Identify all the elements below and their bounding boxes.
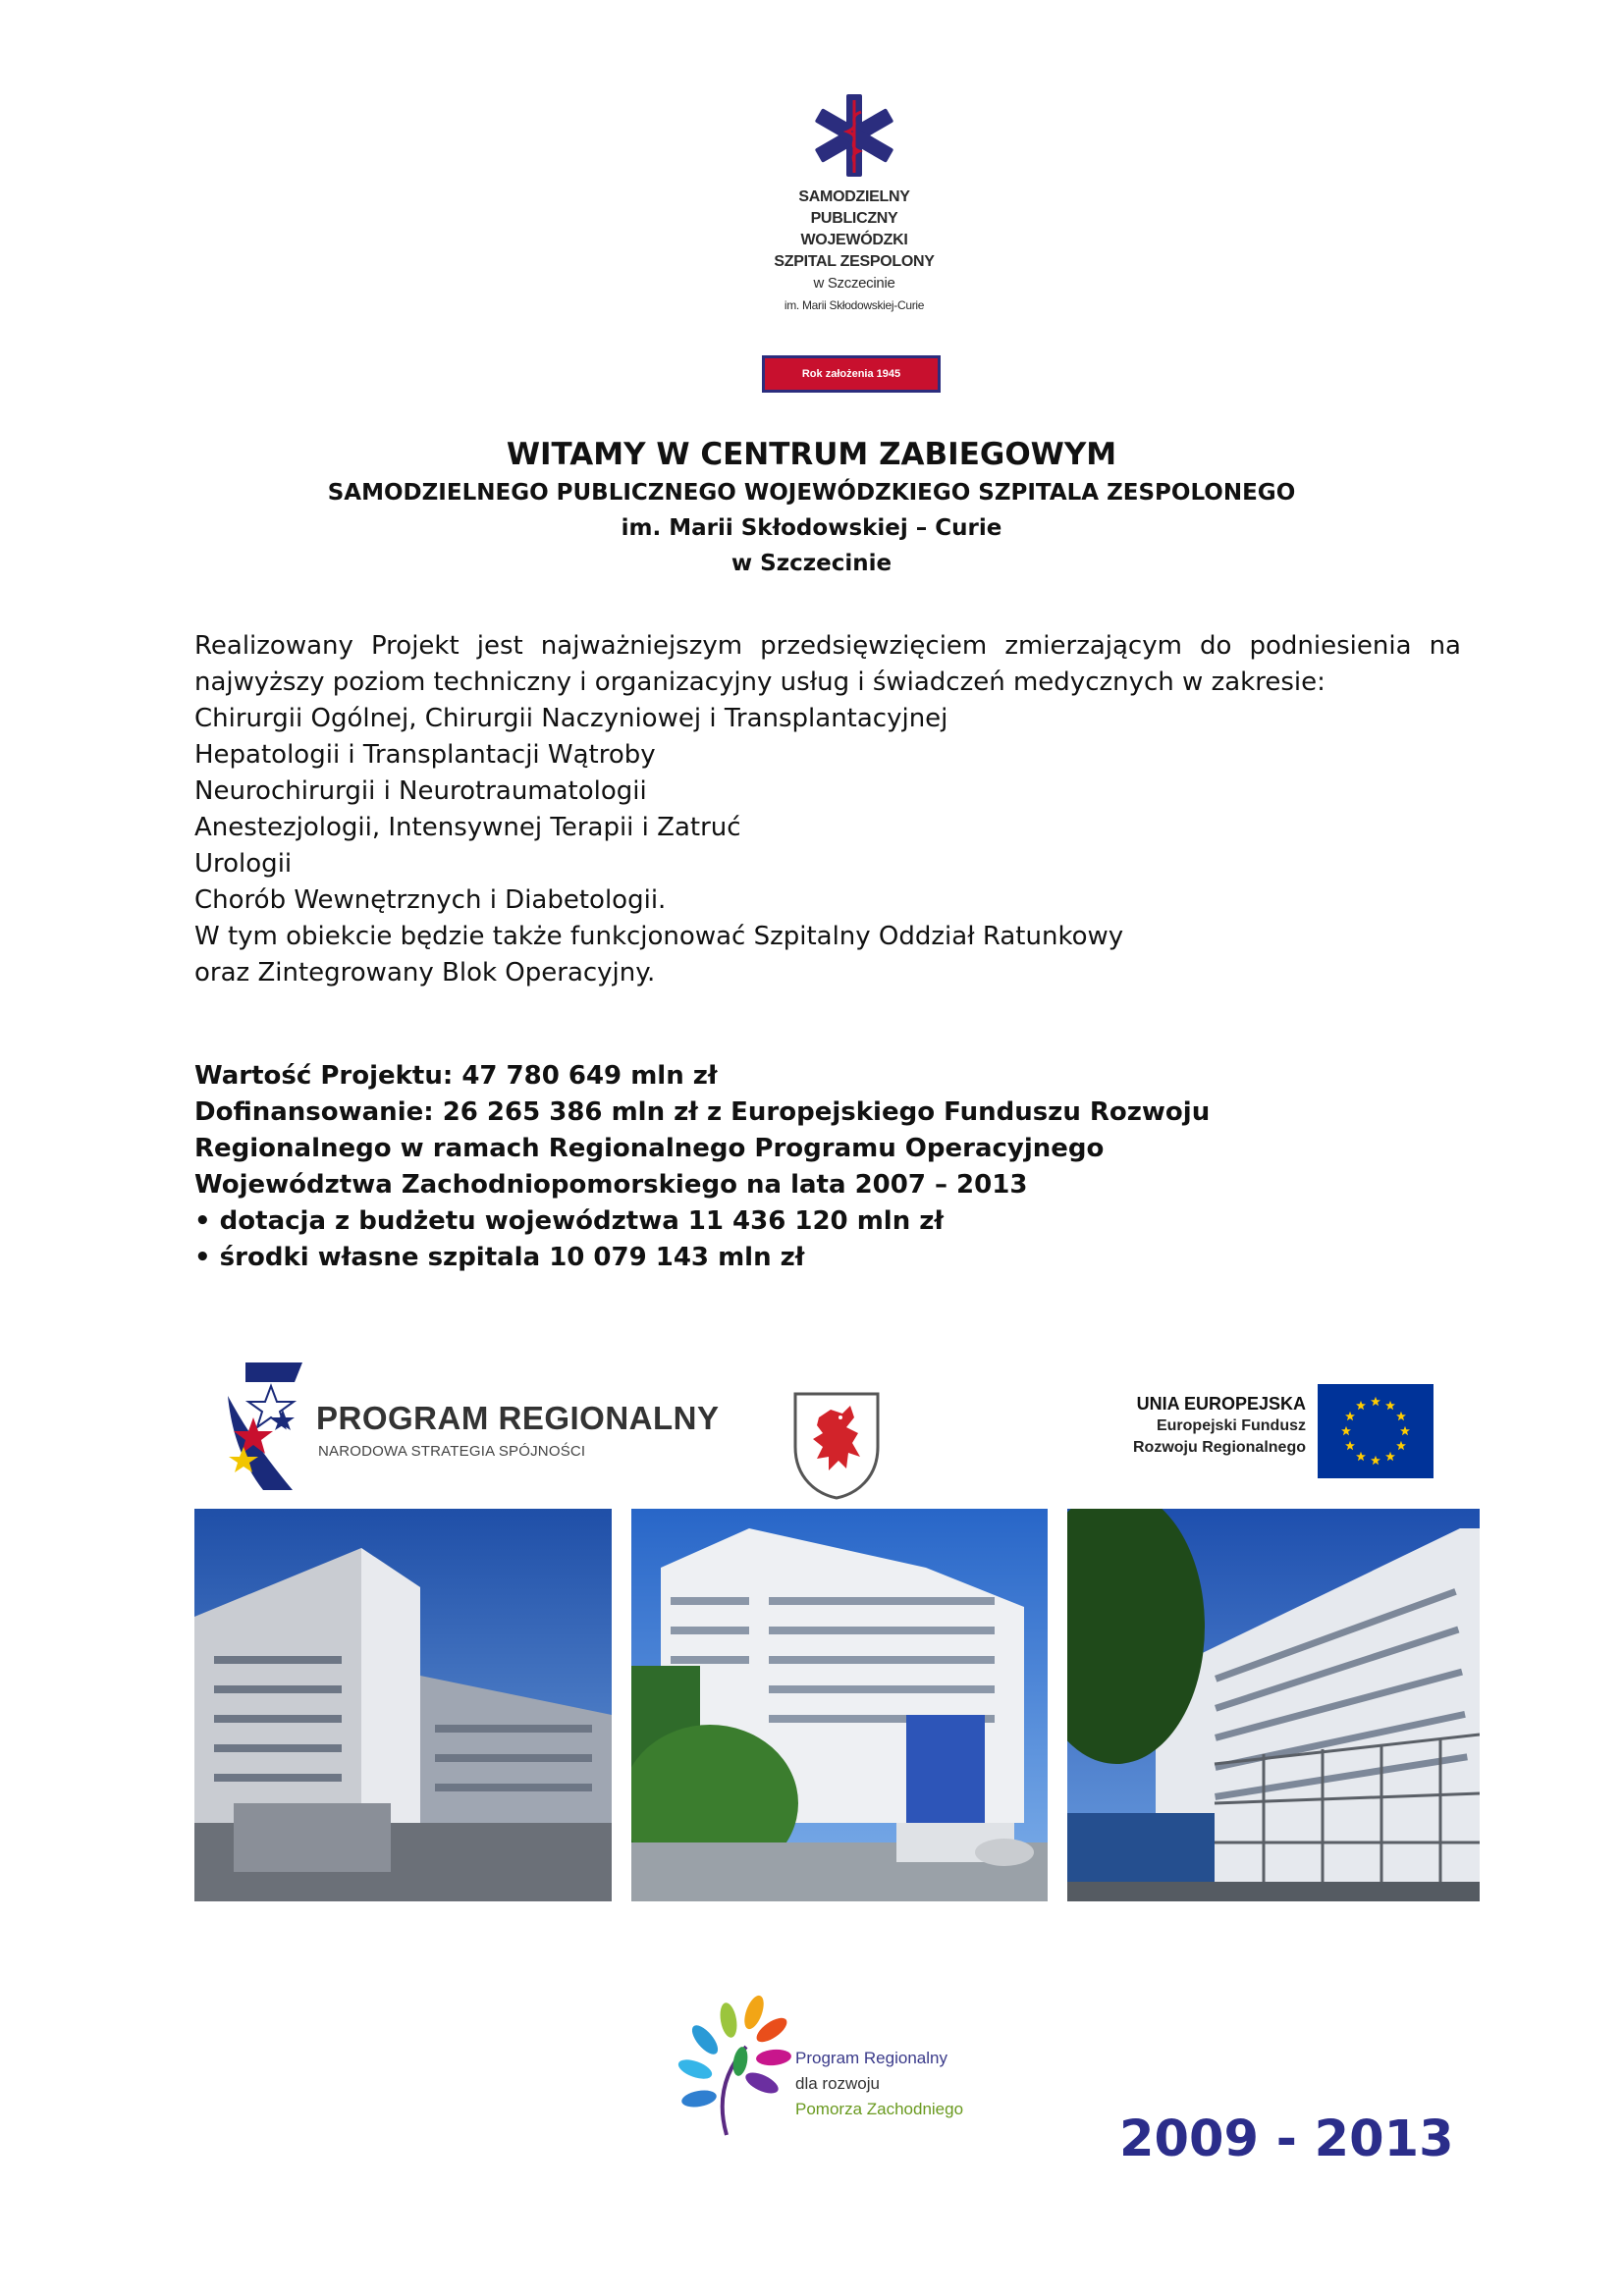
- project-value: Wartość Projektu: 47 780 649 mln zł: [194, 1061, 718, 1091]
- closing-line: W tym obiekcie będzie także funkcjonować Szpitalny Oddział Ratunkowy: [194, 922, 1124, 951]
- page-title: WITAMY W CENTRUM ZABIEGOWYM: [506, 437, 1117, 472]
- eu-fund-line: Europejski Fundusz: [1156, 1417, 1306, 1434]
- cofinancing-line: Regionalnego w ramach Regionalnego Programu Operacyjnego: [194, 1134, 1105, 1163]
- specialty-item: Urologii: [194, 849, 293, 879]
- hospital-name-line-2: PUBLICZNY: [810, 210, 898, 227]
- funding-details: [194, 1058, 1461, 1276]
- star-logo-icon: [228, 1362, 302, 1490]
- closing-line: oraz Zintegrowany Blok Operacyjny.: [194, 958, 656, 988]
- regional-line-3: Pomorza Zachodniego: [795, 2100, 964, 2118]
- hospital-name-line-4: SZPITAL ZESPOLONY: [774, 253, 935, 270]
- own-funds: • środki własne szpitala 10 079 143 mln zł: [194, 1243, 805, 1272]
- eu-title: UNIA EUROPEJSKA: [1136, 1394, 1306, 1414]
- cofinancing-line: Dofinansowanie: 26 265 386 mln zł z Europejskiego Funduszu Rozwoju: [194, 1097, 1211, 1127]
- hospital-patron: im. Marii Skłodowskiej-Curie: [784, 298, 925, 312]
- regional-line-1: Program Regionalny: [795, 2049, 947, 2067]
- regional-program-text: [795, 2046, 963, 2122]
- program-title: PROGRAM REGIONALNY: [316, 1400, 720, 1436]
- hospital-name-line-3: WOJEWÓDZKI: [800, 232, 908, 248]
- cofinancing-line: Województwa Zachodniopomorskiego na lata 2007 – 2013: [194, 1170, 1028, 1200]
- star-of-life-icon: [810, 90, 898, 181]
- hospital-name-line-1: SAMODZIELNY: [798, 188, 910, 205]
- project-years: 2009 - 2013: [1119, 2110, 1454, 2168]
- patron-name: im. Marii Skłodowskiej – Curie: [621, 515, 1002, 541]
- hospital-full-name: SAMODZIELNEGO PUBLICZNEGO WOJEWÓDZKIEGO SZPITALA ZESPOLONEGO: [327, 480, 1296, 506]
- hospital-logo: [746, 90, 962, 316]
- founded-badge: Rok założenia 1945: [762, 355, 941, 393]
- eu-label: [1060, 1392, 1306, 1459]
- page-headings: [0, 434, 1623, 581]
- hospital-building-photo: [1067, 1509, 1480, 1901]
- eu-flag-icon: [1318, 1384, 1434, 1478]
- specialty-item: Chorób Wewnętrznych i Diabetologii.: [194, 885, 667, 915]
- griffin-coat-of-arms-icon: [789, 1388, 884, 1502]
- program-subtitle: NARODOWA STRATEGIA SPÓJNOŚCI: [318, 1443, 586, 1460]
- city-name: w Szczecinie: [730, 551, 893, 576]
- specialty-item: Hepatologii i Transplantacji Wątroby: [194, 740, 656, 770]
- intro-paragraph: Realizowany Projekt jest najważniejszym przedsięwzięciem zmierzającym do podniesienia na najwyższy poziom techniczny i organizacyjny usług i świadczeń medycznych w zakresie:: [194, 631, 1461, 697]
- hospital-building-photo: [194, 1509, 612, 1901]
- specialty-item: Chirurgii Ogólnej, Chirurgii Naczyniowej i Transplantacyjnej: [194, 704, 948, 733]
- hospital-building-photo: [631, 1509, 1048, 1901]
- eu-fund-line: Rozwoju Regionalnego: [1133, 1439, 1306, 1456]
- regional-line-2: dla rozwoju: [795, 2074, 880, 2093]
- hospital-city: w Szczecinie: [813, 275, 895, 292]
- budget-subsidy: • dotacja z budżetu województwa 11 436 120 mln zł: [194, 1206, 945, 1236]
- specialty-item: Neurochirurgii i Neurotraumatologii: [194, 776, 647, 806]
- project-description: [194, 628, 1461, 991]
- specialty-item: Anestezjologii, Intensywnej Terapii i Zatruć: [194, 813, 741, 842]
